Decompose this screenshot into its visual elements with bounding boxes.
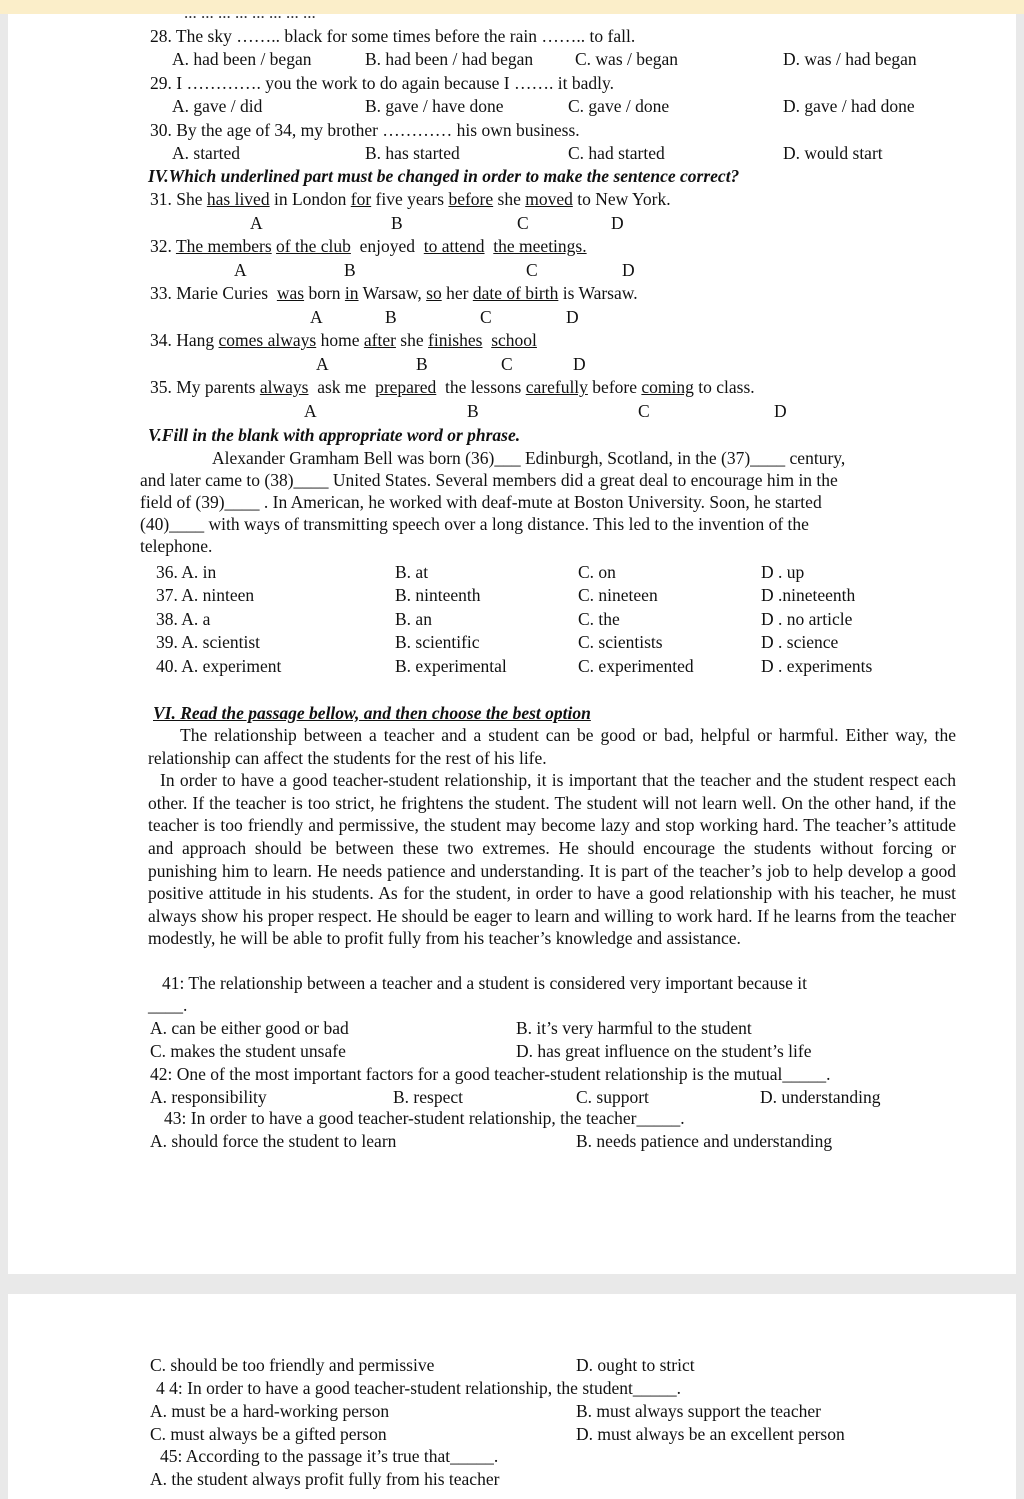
q36-option-b: B. at	[395, 562, 429, 582]
q41-option-b: B. it’s very harmful to the student	[516, 1018, 752, 1038]
q35-part-b: prepared	[375, 377, 437, 397]
q29-stem: 29. I …………. you the work to do again because I ……. it badly.	[150, 73, 614, 93]
passage-v-line-2: and later came to (38)____ United States. Several members did a great deal to encourage him in the	[140, 470, 838, 490]
q37-option-d: D .nineteenth	[761, 585, 856, 605]
q38-option-b: B. an	[395, 609, 432, 629]
q35-part-c: carefully	[525, 377, 588, 397]
q43-option-b: B. needs patience and understanding	[576, 1131, 833, 1151]
q43-option-c: C. should be too friendly and permissive	[150, 1355, 435, 1375]
q38-option-c: C. the	[578, 609, 620, 629]
section-vi-title: VI. Read the passage bellow, and then choose the best option	[153, 703, 591, 723]
q33-letter-d: D	[566, 307, 579, 327]
q33-letter-c: C	[480, 307, 492, 327]
q41-option-d: D. has great influence on the student’s life	[516, 1041, 812, 1061]
q33-letter-a: A	[310, 307, 323, 327]
q43-option-d: D. ought to strict	[576, 1355, 695, 1375]
q35-line: 35. My parents always ask me prepared the lessons carefully before coming to class.	[150, 377, 755, 397]
q29-option-c: C. gave / done	[568, 96, 670, 116]
q39-option-c: C. scientists	[578, 632, 663, 652]
q33-part-c: so	[426, 283, 442, 303]
q28-option-b: B. had been / had began	[365, 49, 534, 69]
q28-option-c: C. was / began	[575, 49, 679, 69]
section-iv-title: IV.Which underlined part must be changed in order to make the sentence correct?	[148, 166, 740, 186]
q30-option-b: B. has started	[365, 143, 460, 163]
q41-stem: 41: The relationship between a teacher and a student is considered very important because it	[162, 973, 808, 993]
q33-letter-b: B	[385, 307, 397, 327]
q32-line: 32. The members of the club enjoyed to attend the meetings.	[150, 236, 587, 256]
q34-letter-b: B	[416, 354, 428, 374]
q28-option-d: D. was / had began	[783, 49, 917, 69]
q31-part-c: before	[448, 189, 494, 209]
q45-option-a: A. the student always profit fully from his teacher	[150, 1469, 500, 1489]
q32-part-b: of the club	[276, 236, 351, 256]
q35-letter-d: D	[774, 401, 787, 421]
q45-stem: 45: According to the passage it’s true that_____.	[160, 1446, 499, 1466]
q34-letter-d: D	[573, 354, 586, 374]
q30-option-d: D. would start	[783, 143, 883, 163]
q32-letter-c: C	[526, 260, 538, 280]
q32-part-c: to attend	[423, 236, 485, 256]
q35-letter-b: B	[467, 401, 479, 421]
q34-letter-c: C	[501, 354, 513, 374]
q29-option-a: A. gave / did	[172, 96, 263, 116]
q33-line: 33. Marie Curies was born in Warsaw, so her date of birth is Warsaw.	[150, 283, 638, 303]
passage-v-line-4: (40)____ with ways of transmitting speech over a long distance. This led to the invention of the	[140, 514, 809, 534]
q36-option-c: C. on	[578, 562, 616, 582]
q40-option-a: 40. A. experiment	[156, 656, 282, 676]
q41-option-a: A. can be either good or bad	[150, 1018, 349, 1038]
q42-stem: 42: One of the most important factors for a good teacher-student relationship is the mutual_____.	[150, 1064, 831, 1084]
q44-option-b: B. must always support the teacher	[576, 1401, 821, 1421]
q35-letter-c: C	[638, 401, 650, 421]
q31-letter-d: D	[611, 213, 624, 233]
q34-part-b: after	[363, 330, 396, 350]
q31-part-a: has lived	[206, 189, 270, 209]
q37-option-b: B. ninteenth	[395, 585, 481, 605]
q42-option-d: D. understanding	[760, 1087, 881, 1107]
q44-option-d: D. must always be an excellent person	[576, 1424, 845, 1444]
q34-part-a: comes always	[218, 330, 317, 350]
q30-stem: 30. By the age of 34, my brother ………… his own business.	[150, 120, 580, 140]
page-sheet-1	[8, 3, 1016, 1274]
q38-option-a: 38. A. a	[156, 609, 211, 629]
q34-part-d: school	[491, 330, 537, 350]
q34-part-c: finishes	[428, 330, 483, 350]
q42-option-c: C. support	[576, 1087, 649, 1107]
q39-option-d: D . science	[761, 632, 839, 652]
q28-stem: 28. The sky …….. black for some times before the rain …….. to fall.	[150, 26, 636, 46]
q36-option-a: 36. A. in	[156, 562, 217, 582]
page-sheet-2	[8, 1294, 1016, 1499]
q43-stem: 43: In order to have a good teacher-student relationship, the teacher_____.	[164, 1108, 685, 1128]
q31-letter-b: B	[391, 213, 403, 233]
passage-v-line-1: Alexander Gramham Bell was born (36)___ Edinburgh, Scotland, in the (37)____ century,	[212, 448, 846, 468]
q31-part-d: moved	[525, 189, 573, 209]
q39-option-b: B. scientific	[395, 632, 480, 652]
q33-part-a: was	[276, 283, 305, 303]
passage-paragraph-2: In order to have a good teacher-student relationship, it is important that the teacher and the student respect each other. If the teacher is too strict, he frightens the student. The student will not learn well. On the other hand, if the teacher is too friendly and permissive, the student may become lazy and stop working hard. The teacher’s attitude and approach should be between these two extremes. He should encourage the students without forcing or punishing him to learn. He needs patience and understanding. It is part of the teacher’s job to help develop a good positive attitude in his students. As for the student, in order to have a good relationship with his teacher, he must always show his proper respect. He should be eager to learn and willing to work hard. If he learns from the teacher modestly, he will be able to profit fully from his teacher’s knowledge and assistance.	[148, 770, 956, 949]
q34-line: 34. Hang comes always home after she finishes school	[150, 330, 537, 350]
q31-letter-c: C	[517, 213, 529, 233]
q44-option-c: C. must always be a gifted person	[150, 1424, 387, 1444]
q30-option-a: A. started	[172, 143, 241, 163]
q41-option-c: C. makes the student unsafe	[150, 1041, 346, 1061]
q40-option-b: B. experimental	[395, 656, 507, 676]
q31-letter-a: A	[250, 213, 263, 233]
q31-line: 31. She has lived in London for five years before she moved to New York.	[150, 189, 671, 209]
q35-letter-a: A	[304, 401, 317, 421]
q36-option-d: D . up	[761, 562, 805, 582]
q37-option-c: C. nineteen	[578, 585, 658, 605]
q28-option-a: A. had been / began	[172, 49, 312, 69]
passage-v-line-5: telephone.	[140, 536, 213, 556]
reading-passage	[148, 724, 956, 950]
q39-option-a: 39. A. scientist	[156, 632, 261, 652]
q33-part-b: in	[344, 283, 359, 303]
cut-off-line: ... ... ... ... ... ... ... ...	[184, 3, 316, 22]
q33-part-d: date of birth	[472, 283, 559, 303]
q40-option-d: D . experiments	[761, 656, 873, 676]
q29-option-d: D. gave / had done	[783, 96, 915, 116]
q30-option-c: C. had started	[568, 143, 665, 163]
q42-option-b: B. respect	[393, 1087, 463, 1107]
q44-stem: 4 4: In order to have a good teacher-student relationship, the student_____.	[156, 1378, 681, 1398]
q29-option-b: B. gave / have done	[365, 96, 504, 116]
passage-v-line-3: field of (39)____ . In American, he worked with deaf-mute at Boston University. Soon, he started	[140, 492, 822, 512]
q44-option-a: A. must be a hard-working person	[150, 1401, 390, 1421]
q31-part-b: for	[350, 189, 372, 209]
section-v-title: V.Fill in the blank with appropriate word or phrase.	[148, 425, 521, 445]
q34-letter-a: A	[316, 354, 329, 374]
q37-option-a: 37. A. ninteen	[156, 585, 255, 605]
q42-option-a: A. responsibility	[150, 1087, 267, 1107]
q32-part-d: the meetings.	[493, 236, 587, 256]
passage-paragraph-1: The relationship between a teacher and a student can be good or bad, helpful or harmful. Either way, the relationship can affect the students for the rest of his life.	[148, 725, 956, 768]
q35-part-a: always	[259, 377, 309, 397]
q32-letter-a: A	[234, 260, 247, 280]
q41-blank: ____.	[148, 995, 188, 1015]
q32-part-a: The members	[175, 236, 272, 256]
q35-part-d: coming	[641, 377, 694, 397]
q38-option-d: D . no article	[761, 609, 853, 629]
q32-letter-d: D	[622, 260, 635, 280]
q43-option-a: A. should force the student to learn	[150, 1131, 397, 1151]
q32-letter-b: B	[344, 260, 356, 280]
q40-option-c: C. experimented	[578, 656, 694, 676]
